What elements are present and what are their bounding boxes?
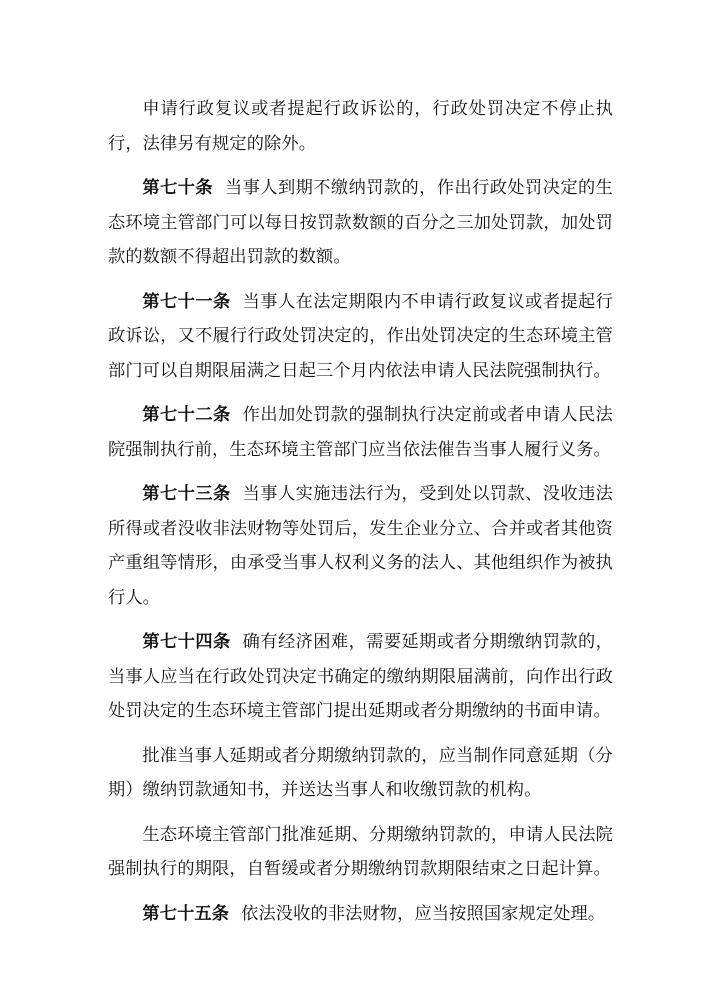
article-text: 当事人到期不缴纳罚款的，作出行政处罚决定的生态环境主管部门可以每日按罚款数额的百分之三加处罚款，加处罚款的数额不得超出罚款的数额。	[108, 178, 613, 267]
article-number: 第七十五条	[142, 903, 230, 924]
article-number: 第七十二条	[142, 405, 231, 425]
article-text: 当事人在法定期限内不申请行政复议或者提起行政诉讼，又不履行行政处罚决定的，作出处罚决定的生态环境主管部门可以自期限届满之日起三个月内依法申请人民法院强制执行。	[108, 291, 613, 381]
article-text: 确有经济困难，需要延期或者分期缴纳罚款的，当事人应当在行政处罚决定书确定的缴纳期限届满前，向作出行政处罚决定的生态环境主管部门提出延期或者分期缴纳的书面申请。	[108, 632, 613, 721]
article-74-paragraph-2	[108, 739, 613, 808]
document-page	[108, 92, 613, 941]
article-number: 第七十一条	[142, 291, 231, 312]
article-text: 作出加处罚款的强制执行决定前或者申请人民法院强制执行前，生态环境主管部门应当依法催告当事人履行义务。	[108, 405, 613, 460]
paragraph-continuation-1	[108, 92, 613, 161]
paragraph-text: 批准当事人延期或者分期缴纳罚款的，应当制作同意延期（分期）缴纳罚款通知书，并送达当事人和收缴罚款的机构。	[108, 745, 613, 800]
article-number: 第七十三条	[142, 484, 231, 504]
article-72	[108, 398, 613, 467]
article-70	[108, 171, 613, 275]
article-text: 依法没收的非法财物，应当按照国家规定处理。	[241, 903, 606, 924]
article-text: 当事人实施违法行为，受到处以罚款、没收违法所得或者没收非法财物等处罚后，发生企业分立、合并或者其他资产重组等情形，由承受当事人权利义务的法人、其他组织作为被执行人。	[108, 484, 613, 608]
article-71	[108, 285, 613, 389]
paragraph-text: 申请行政复议或者提起行政诉讼的，行政处罚决定不停止执行，法律另有规定的除外。	[108, 99, 613, 154]
article-75	[108, 897, 613, 932]
article-73	[108, 477, 613, 615]
article-number: 第七十条	[142, 178, 213, 198]
article-74-paragraph-3	[108, 818, 613, 887]
article-74	[108, 625, 613, 729]
paragraph-text: 生态环境主管部门批准延期、分期缴纳罚款的，申请人民法院强制执行的期限，自暂缓或者分期缴纳罚款期限结束之日起计算。	[108, 824, 613, 879]
article-number: 第七十四条	[142, 632, 231, 652]
